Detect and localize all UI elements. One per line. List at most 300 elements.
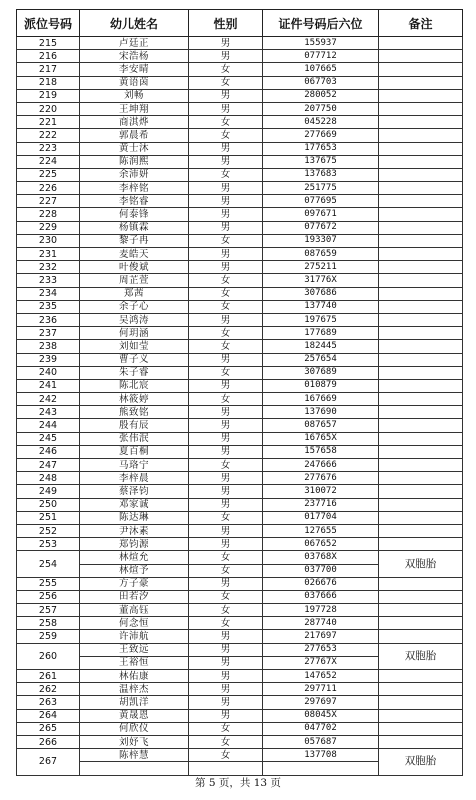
table-row xyxy=(17,50,463,63)
cell-gender: 女 xyxy=(189,511,263,524)
cell-lottery-number: 220 xyxy=(17,102,80,115)
cell-id-last-six: 077695 xyxy=(263,195,379,208)
cell-remarks xyxy=(379,168,463,181)
header-lottery-number: 派位号码 xyxy=(17,10,80,37)
cell-child-name: 温梓杰 xyxy=(80,683,189,696)
cell-id-last-six: 067652 xyxy=(263,538,379,551)
cell-id-last-six: 057687 xyxy=(263,735,379,748)
cell-id-last-six: 31776X xyxy=(263,274,379,287)
cell-gender: 男 xyxy=(189,248,263,261)
cell-child-name: 吴鸿涛 xyxy=(80,313,189,326)
cell-remarks xyxy=(379,445,463,458)
table-row xyxy=(17,432,463,445)
cell-child-name: 蔡泽钧 xyxy=(80,485,189,498)
cell-lottery-number: 219 xyxy=(17,89,80,102)
table-header-row xyxy=(17,10,463,37)
cell-remarks xyxy=(379,472,463,485)
cell-id-last-six: 257654 xyxy=(263,353,379,366)
cell-remarks xyxy=(379,287,463,300)
cell-remarks xyxy=(379,419,463,432)
cell-id-last-six: 047702 xyxy=(263,722,379,735)
cell-id-last-six: 127655 xyxy=(263,524,379,537)
cell-lottery-number: 223 xyxy=(17,142,80,155)
cell-child-name: 黄晟恩 xyxy=(80,709,189,722)
cell-child-name xyxy=(80,762,189,775)
cell-id-last-six: 280052 xyxy=(263,89,379,102)
cell-remarks xyxy=(379,696,463,709)
cell-lottery-number: 244 xyxy=(17,419,80,432)
cell-id-last-six: 077672 xyxy=(263,221,379,234)
cell-gender: 男 xyxy=(189,155,263,168)
cell-child-name: 陈达琳 xyxy=(80,511,189,524)
cell-remarks xyxy=(379,50,463,63)
cell-child-name: 宋浩杨 xyxy=(80,50,189,63)
cell-id-last-six: 287740 xyxy=(263,617,379,630)
cell-child-name: 李梓铭 xyxy=(80,182,189,195)
cell-gender: 男 xyxy=(189,221,263,234)
roster-table xyxy=(16,9,463,776)
cell-id-last-six: 247666 xyxy=(263,459,379,472)
cell-id-last-six: 277669 xyxy=(263,129,379,142)
cell-gender: 女 xyxy=(189,722,263,735)
cell-lottery-number: 253 xyxy=(17,538,80,551)
cell-lottery-number: 230 xyxy=(17,234,80,247)
table-row xyxy=(17,393,463,406)
cell-lottery-number: 262 xyxy=(17,683,80,696)
cell-lottery-number: 243 xyxy=(17,406,80,419)
cell-remarks xyxy=(379,630,463,643)
cell-remarks xyxy=(379,366,463,379)
page-footer: 第 5 页，共 13 页 xyxy=(195,777,281,789)
table-body xyxy=(17,37,463,776)
cell-remarks xyxy=(379,327,463,340)
cell-gender: 男 xyxy=(189,406,263,419)
header-remarks: 备注 xyxy=(379,10,463,37)
cell-gender xyxy=(189,762,263,775)
cell-id-last-six: 167669 xyxy=(263,393,379,406)
cell-child-name: 卢廷正 xyxy=(80,37,189,50)
cell-child-name: 叶俊斌 xyxy=(80,261,189,274)
cell-lottery-number: 218 xyxy=(17,76,80,89)
cell-id-last-six: 037700 xyxy=(263,564,379,577)
cell-id-last-six: 207750 xyxy=(263,102,379,115)
cell-id-last-six: 077712 xyxy=(263,50,379,63)
cell-remarks: 双胞胎 xyxy=(379,749,463,775)
cell-child-name: 殷有辰 xyxy=(80,419,189,432)
cell-remarks xyxy=(379,182,463,195)
table-row xyxy=(17,274,463,287)
cell-id-last-six: 157658 xyxy=(263,445,379,458)
cell-child-name: 董高钰 xyxy=(80,604,189,617)
cell-remarks xyxy=(379,722,463,735)
cell-gender: 女 xyxy=(189,590,263,603)
cell-child-name: 曹子义 xyxy=(80,353,189,366)
cell-lottery-number: 229 xyxy=(17,221,80,234)
cell-gender: 男 xyxy=(189,445,263,458)
table-row xyxy=(17,683,463,696)
cell-id-last-six: 237716 xyxy=(263,498,379,511)
table-row xyxy=(17,459,463,472)
cell-lottery-number: 265 xyxy=(17,722,80,735)
cell-lottery-number: 256 xyxy=(17,590,80,603)
cell-lottery-number: 233 xyxy=(17,274,80,287)
table-row xyxy=(17,248,463,261)
cell-child-name: 林筱婷 xyxy=(80,393,189,406)
cell-lottery-number: 226 xyxy=(17,182,80,195)
cell-gender: 男 xyxy=(189,102,263,115)
cell-id-last-six: 177653 xyxy=(263,142,379,155)
cell-lottery-number: 255 xyxy=(17,577,80,590)
cell-child-name: 许沛航 xyxy=(80,630,189,643)
cell-lottery-number: 264 xyxy=(17,709,80,722)
cell-child-name: 林佑康 xyxy=(80,670,189,683)
cell-lottery-number: 241 xyxy=(17,379,80,392)
cell-lottery-number: 236 xyxy=(17,313,80,326)
cell-gender: 男 xyxy=(189,89,263,102)
cell-lottery-number: 237 xyxy=(17,327,80,340)
cell-id-last-six: 197728 xyxy=(263,604,379,617)
cell-id-last-six: 193307 xyxy=(263,234,379,247)
cell-id-last-six: 182445 xyxy=(263,340,379,353)
cell-child-name: 夏百桐 xyxy=(80,445,189,458)
cell-gender: 男 xyxy=(189,182,263,195)
cell-gender: 男 xyxy=(189,379,263,392)
table-row xyxy=(17,617,463,630)
table-row xyxy=(17,749,463,762)
cell-id-last-six: 307686 xyxy=(263,287,379,300)
cell-child-name: 张伟泯 xyxy=(80,432,189,445)
cell-child-name: 刘妤飞 xyxy=(80,735,189,748)
cell-child-name: 刘如莹 xyxy=(80,340,189,353)
cell-remarks xyxy=(379,208,463,221)
table-row xyxy=(17,735,463,748)
table-row xyxy=(17,116,463,129)
table-row xyxy=(17,538,463,551)
cell-id-last-six: 087657 xyxy=(263,419,379,432)
cell-lottery-number: 222 xyxy=(17,129,80,142)
cell-remarks xyxy=(379,129,463,142)
cell-remarks xyxy=(379,155,463,168)
cell-child-name: 方子豪 xyxy=(80,577,189,590)
cell-id-last-six: 137675 xyxy=(263,155,379,168)
cell-lottery-number: 225 xyxy=(17,168,80,181)
cell-lottery-number: 245 xyxy=(17,432,80,445)
cell-gender: 男 xyxy=(189,683,263,696)
cell-remarks: 双胞胎 xyxy=(379,551,463,577)
cell-gender: 女 xyxy=(189,366,263,379)
table-row xyxy=(17,89,463,102)
cell-lottery-number: 254 xyxy=(17,551,80,577)
cell-child-name: 何玥涵 xyxy=(80,327,189,340)
cell-child-name: 余沛妍 xyxy=(80,168,189,181)
table-row xyxy=(17,129,463,142)
cell-lottery-number: 247 xyxy=(17,459,80,472)
cell-id-last-six: 045228 xyxy=(263,116,379,129)
cell-id-last-six: 297711 xyxy=(263,683,379,696)
table-row xyxy=(17,379,463,392)
table-row xyxy=(17,366,463,379)
cell-remarks xyxy=(379,459,463,472)
cell-child-name: 王坤翔 xyxy=(80,102,189,115)
cell-lottery-number: 224 xyxy=(17,155,80,168)
cell-gender: 男 xyxy=(189,208,263,221)
cell-gender: 女 xyxy=(189,327,263,340)
cell-gender: 女 xyxy=(189,604,263,617)
cell-lottery-number: 240 xyxy=(17,366,80,379)
cell-remarks xyxy=(379,37,463,50)
cell-lottery-number: 242 xyxy=(17,393,80,406)
cell-gender: 男 xyxy=(189,485,263,498)
cell-child-name: 麦皓天 xyxy=(80,248,189,261)
header-gender: 性别 xyxy=(189,10,263,37)
cell-lottery-number: 227 xyxy=(17,195,80,208)
cell-gender: 男 xyxy=(189,498,263,511)
cell-lottery-number: 250 xyxy=(17,498,80,511)
cell-lottery-number: 239 xyxy=(17,353,80,366)
cell-child-name: 陈润熙 xyxy=(80,155,189,168)
cell-gender: 男 xyxy=(189,696,263,709)
cell-gender: 女 xyxy=(189,300,263,313)
table-row xyxy=(17,102,463,115)
cell-gender: 男 xyxy=(189,142,263,155)
cell-gender: 女 xyxy=(189,287,263,300)
cell-remarks xyxy=(379,116,463,129)
cell-remarks xyxy=(379,63,463,76)
table-row xyxy=(17,313,463,326)
cell-child-name: 黄士沐 xyxy=(80,142,189,155)
table-row xyxy=(17,340,463,353)
table-row xyxy=(17,643,463,656)
cell-remarks xyxy=(379,511,463,524)
cell-gender: 男 xyxy=(189,195,263,208)
cell-lottery-number: 260 xyxy=(17,643,80,669)
header-child-name: 幼儿姓名 xyxy=(80,10,189,37)
cell-remarks xyxy=(379,248,463,261)
table-row xyxy=(17,511,463,524)
table-row xyxy=(17,419,463,432)
cell-gender: 男 xyxy=(189,709,263,722)
table-row xyxy=(17,261,463,274)
cell-child-name: 郭晨希 xyxy=(80,129,189,142)
table-row xyxy=(17,551,463,564)
cell-gender: 男 xyxy=(189,670,263,683)
cell-gender: 男 xyxy=(189,313,263,326)
cell-lottery-number: 228 xyxy=(17,208,80,221)
cell-id-last-six: 277653 xyxy=(263,643,379,656)
cell-gender: 女 xyxy=(189,617,263,630)
cell-lottery-number: 259 xyxy=(17,630,80,643)
cell-gender: 男 xyxy=(189,643,263,656)
table-row xyxy=(17,300,463,313)
cell-id-last-six: 16765X xyxy=(263,432,379,445)
cell-lottery-number: 238 xyxy=(17,340,80,353)
cell-id-last-six: 177689 xyxy=(263,327,379,340)
cell-lottery-number: 217 xyxy=(17,63,80,76)
table-row xyxy=(17,234,463,247)
cell-remarks xyxy=(379,102,463,115)
cell-remarks xyxy=(379,221,463,234)
cell-gender: 女 xyxy=(189,76,263,89)
table-row xyxy=(17,577,463,590)
cell-gender: 男 xyxy=(189,656,263,669)
cell-id-last-six: 037666 xyxy=(263,590,379,603)
cell-remarks xyxy=(379,300,463,313)
cell-remarks xyxy=(379,406,463,419)
cell-gender: 男 xyxy=(189,50,263,63)
cell-gender: 男 xyxy=(189,472,263,485)
cell-remarks xyxy=(379,234,463,247)
cell-id-last-six: 087659 xyxy=(263,248,379,261)
cell-remarks xyxy=(379,538,463,551)
cell-id-last-six: 137683 xyxy=(263,168,379,181)
cell-gender: 男 xyxy=(189,538,263,551)
table-row xyxy=(17,37,463,50)
cell-lottery-number: 249 xyxy=(17,485,80,498)
table-row xyxy=(17,524,463,537)
cell-id-last-six: 107665 xyxy=(263,63,379,76)
table-row xyxy=(17,142,463,155)
table-row xyxy=(17,208,463,221)
cell-remarks xyxy=(379,577,463,590)
cell-gender: 女 xyxy=(189,168,263,181)
cell-id-last-six xyxy=(263,762,379,775)
cell-gender: 女 xyxy=(189,129,263,142)
table-row xyxy=(17,630,463,643)
cell-remarks xyxy=(379,709,463,722)
cell-gender: 女 xyxy=(189,274,263,287)
table-row xyxy=(17,155,463,168)
cell-gender: 女 xyxy=(189,340,263,353)
cell-gender: 女 xyxy=(189,459,263,472)
cell-child-name: 李铭睿 xyxy=(80,195,189,208)
table-row xyxy=(17,485,463,498)
table-row xyxy=(17,287,463,300)
cell-lottery-number: 252 xyxy=(17,524,80,537)
cell-gender: 女 xyxy=(189,234,263,247)
cell-gender: 男 xyxy=(189,37,263,50)
cell-id-last-six: 137708 xyxy=(263,749,379,762)
cell-child-name: 周芷萱 xyxy=(80,274,189,287)
cell-remarks xyxy=(379,274,463,287)
cell-child-name: 马珞宁 xyxy=(80,459,189,472)
cell-id-last-six: 017704 xyxy=(263,511,379,524)
cell-child-name: 刘畅 xyxy=(80,89,189,102)
cell-remarks xyxy=(379,379,463,392)
cell-gender: 女 xyxy=(189,116,263,129)
cell-gender: 女 xyxy=(189,551,263,564)
cell-lottery-number: 246 xyxy=(17,445,80,458)
cell-child-name: 何念恒 xyxy=(80,617,189,630)
cell-id-last-six: 137740 xyxy=(263,300,379,313)
table-row xyxy=(17,709,463,722)
cell-id-last-six: 310072 xyxy=(263,485,379,498)
cell-gender: 男 xyxy=(189,630,263,643)
cell-remarks xyxy=(379,313,463,326)
cell-id-last-six: 067703 xyxy=(263,76,379,89)
cell-id-last-six: 147652 xyxy=(263,670,379,683)
cell-remarks xyxy=(379,195,463,208)
table-row xyxy=(17,604,463,617)
cell-remarks xyxy=(379,393,463,406)
table-row xyxy=(17,722,463,735)
cell-lottery-number: 263 xyxy=(17,696,80,709)
cell-child-name: 黎子冉 xyxy=(80,234,189,247)
cell-lottery-number: 258 xyxy=(17,617,80,630)
cell-lottery-number: 235 xyxy=(17,300,80,313)
cell-lottery-number: 221 xyxy=(17,116,80,129)
table-row xyxy=(17,327,463,340)
cell-id-last-six: 27767X xyxy=(263,656,379,669)
cell-lottery-number: 248 xyxy=(17,472,80,485)
cell-remarks xyxy=(379,498,463,511)
cell-remarks xyxy=(379,142,463,155)
table-row xyxy=(17,353,463,366)
cell-gender: 男 xyxy=(189,432,263,445)
cell-id-last-six: 010879 xyxy=(263,379,379,392)
cell-lottery-number: 231 xyxy=(17,248,80,261)
cell-id-last-six: 197675 xyxy=(263,313,379,326)
table-row xyxy=(17,498,463,511)
cell-child-name: 邓家诚 xyxy=(80,498,189,511)
cell-id-last-six: 217697 xyxy=(263,630,379,643)
cell-lottery-number: 216 xyxy=(17,50,80,63)
cell-gender: 女 xyxy=(189,735,263,748)
cell-gender: 男 xyxy=(189,577,263,590)
cell-child-name: 林煊予 xyxy=(80,564,189,577)
cell-remarks xyxy=(379,683,463,696)
table-row xyxy=(17,168,463,181)
cell-child-name: 胡凯洋 xyxy=(80,696,189,709)
table-row xyxy=(17,182,463,195)
cell-gender: 男 xyxy=(189,419,263,432)
cell-child-name: 郑钧源 xyxy=(80,538,189,551)
cell-remarks xyxy=(379,735,463,748)
cell-remarks xyxy=(379,76,463,89)
cell-child-name: 熊致铭 xyxy=(80,406,189,419)
cell-child-name: 李安晴 xyxy=(80,63,189,76)
cell-remarks xyxy=(379,670,463,683)
cell-lottery-number: 215 xyxy=(17,37,80,50)
cell-lottery-number: 234 xyxy=(17,287,80,300)
cell-lottery-number: 257 xyxy=(17,604,80,617)
cell-child-name: 杨镇霖 xyxy=(80,221,189,234)
cell-id-last-six: 08045X xyxy=(263,709,379,722)
cell-lottery-number: 266 xyxy=(17,735,80,748)
cell-id-last-six: 03768X xyxy=(263,551,379,564)
cell-remarks xyxy=(379,353,463,366)
cell-remarks xyxy=(379,261,463,274)
table-row xyxy=(17,76,463,89)
cell-remarks xyxy=(379,617,463,630)
cell-remarks xyxy=(379,485,463,498)
table-row xyxy=(17,696,463,709)
cell-child-name: 何欣仪 xyxy=(80,722,189,735)
cell-child-name: 何泰锋 xyxy=(80,208,189,221)
cell-lottery-number: 251 xyxy=(17,511,80,524)
cell-child-name: 王致远 xyxy=(80,643,189,656)
table-row xyxy=(17,590,463,603)
cell-child-name: 郑茜 xyxy=(80,287,189,300)
cell-child-name: 尹沐素 xyxy=(80,524,189,537)
cell-lottery-number: 232 xyxy=(17,261,80,274)
cell-child-name: 林煊允 xyxy=(80,551,189,564)
cell-id-last-six: 251775 xyxy=(263,182,379,195)
cell-remarks xyxy=(379,604,463,617)
cell-id-last-six: 297697 xyxy=(263,696,379,709)
table-row xyxy=(17,406,463,419)
cell-child-name: 朱子睿 xyxy=(80,366,189,379)
cell-child-name: 田若汐 xyxy=(80,590,189,603)
